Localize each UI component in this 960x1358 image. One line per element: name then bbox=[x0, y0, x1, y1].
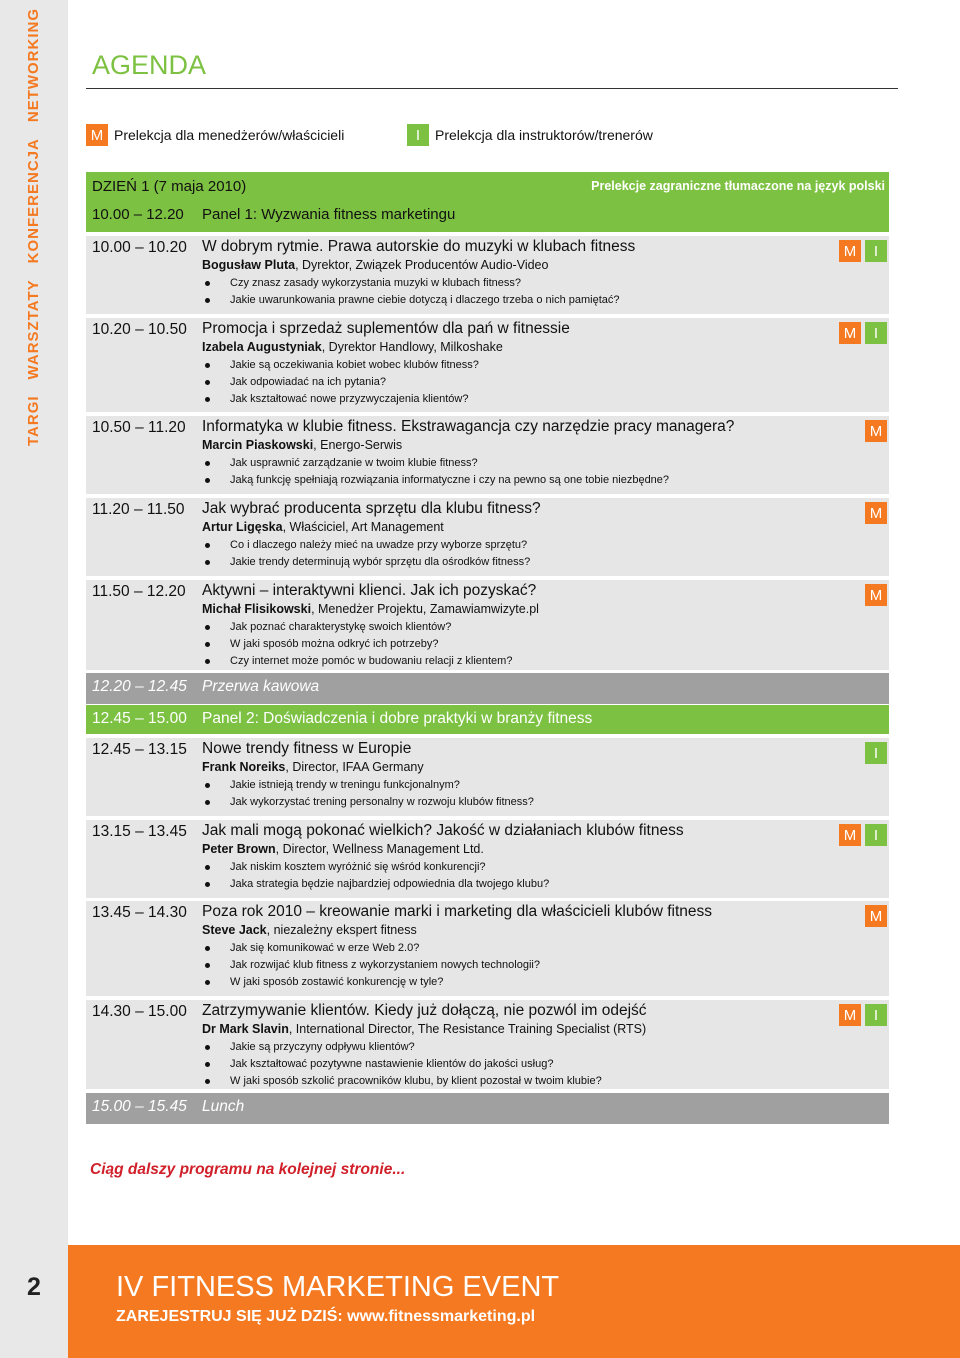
session-title: Jak mali mogą pokonać wielkich? Jakość w działaniach klubów fitness bbox=[202, 822, 684, 839]
badge-i: I bbox=[865, 742, 887, 764]
question-item: Co i dlaczego należy mieć na uwadze przy wyborze sprzętu? bbox=[202, 538, 530, 555]
audience-badges bbox=[839, 240, 887, 262]
question-item: Jakie istnieją trendy w treningu funkcjonalnym? bbox=[202, 778, 534, 795]
session-speaker bbox=[202, 1022, 646, 1036]
coffee-break bbox=[86, 673, 889, 704]
audience-badges bbox=[865, 502, 887, 524]
agenda-session bbox=[86, 498, 889, 576]
panel-time: 10.00 – 12.20 bbox=[92, 206, 184, 223]
day-header bbox=[86, 172, 889, 232]
session-speaker bbox=[202, 923, 417, 937]
speaker-name: Peter Brown bbox=[202, 842, 276, 856]
side-word: NETWORKING bbox=[25, 7, 42, 123]
page-number-box bbox=[0, 1245, 68, 1358]
speaker-name: Bogusław Pluta bbox=[202, 258, 296, 272]
speaker-name: Frank Noreiks bbox=[202, 760, 286, 774]
session-questions bbox=[202, 860, 549, 894]
speaker-role: , Director, Wellness Management Ltd. bbox=[275, 842, 484, 856]
speaker-name: Izabela Augustyniak bbox=[202, 340, 322, 354]
session-questions bbox=[202, 941, 540, 992]
day-title: DZIEŃ 1 (7 maja 2010) bbox=[92, 178, 247, 195]
session-title: Aktywni – interaktywni klienci. Jak ich pozyskać? bbox=[202, 582, 537, 599]
session-questions bbox=[202, 456, 669, 490]
session-speaker bbox=[202, 438, 402, 452]
question-item: Jakie są przyczyny odpływu klientów? bbox=[202, 1040, 602, 1057]
break-title: Przerwa kawowa bbox=[202, 678, 320, 695]
question-item: Jaką funkcję spełniają rozwiązania informatyczne i czy na pewno są one tobie niezbędne? bbox=[202, 473, 669, 490]
session-speaker bbox=[202, 602, 539, 616]
question-item: Jak się komunikować w erze Web 2.0? bbox=[202, 941, 540, 958]
badge-m: M bbox=[865, 905, 887, 927]
speaker-role: , Director, IFAA Germany bbox=[285, 760, 424, 774]
page-number: 2 bbox=[27, 1273, 41, 1301]
speaker-name: Steve Jack bbox=[202, 923, 267, 937]
session-title: Poza rok 2010 – kreowanie marki i marketing dla właścicieli klubów fitness bbox=[202, 903, 713, 920]
question-item: W jaki sposób zostawić konkurencję w tyle? bbox=[202, 975, 540, 992]
legend-managers bbox=[86, 124, 344, 146]
badge-m: M bbox=[839, 240, 861, 262]
session-title: Nowe trendy fitness w Europie bbox=[202, 740, 412, 757]
continued-note: Ciąg dalszy programu na kolejnej stronie... bbox=[90, 1161, 406, 1178]
agenda-session bbox=[86, 901, 889, 996]
title-divider bbox=[86, 88, 898, 89]
session-time: 13.45 – 14.30 bbox=[92, 904, 187, 921]
session-time: 12.45 – 13.15 bbox=[92, 741, 187, 758]
audience-badges bbox=[865, 905, 887, 927]
session-title: Promocja i sprzedaż suplementów dla pań w fitnessie bbox=[202, 320, 570, 337]
question-item: Jak odpowiadać na ich pytania? bbox=[202, 375, 479, 392]
agenda-session bbox=[86, 820, 889, 898]
audience-badges bbox=[839, 824, 887, 846]
badge-i: I bbox=[865, 322, 887, 344]
question-item: Jak kształtować pozytywne nastawienie klientów do jakości usług? bbox=[202, 1057, 602, 1074]
badge-m: M bbox=[865, 502, 887, 524]
agenda-session bbox=[86, 416, 889, 494]
translation-note: Prelekcje zagraniczne tłumaczone na język polski bbox=[591, 179, 885, 193]
session-speaker bbox=[202, 842, 484, 856]
session-title: Zatrzymywanie klientów. Kiedy już dołączą, nie pozwól im odejść bbox=[202, 1002, 647, 1019]
session-time: 10.00 – 10.20 bbox=[92, 239, 187, 256]
badge-m: M bbox=[86, 124, 108, 146]
agenda-session bbox=[86, 318, 889, 412]
side-word: TARGI bbox=[25, 395, 42, 446]
lunch-break bbox=[86, 1093, 889, 1124]
session-title: W dobrym rytmie. Prawa autorskie do muzyki w klubach fitness bbox=[202, 238, 636, 255]
agenda-session bbox=[86, 1000, 889, 1089]
speaker-role: , niezależny ekspert fitness bbox=[266, 923, 417, 937]
side-word: KONFERENCJA bbox=[25, 138, 42, 264]
speaker-name: Dr Mark Slavin bbox=[202, 1022, 289, 1036]
session-time: 11.50 – 12.20 bbox=[92, 583, 186, 600]
question-item: Jak niskim kosztem wyróżnić się wśród konkurencji? bbox=[202, 860, 549, 877]
question-item: W jaki sposób szkolić pracowników klubu, by klient pozostał w twoim klubie? bbox=[202, 1074, 602, 1091]
side-word: WARSZTATY bbox=[25, 279, 42, 380]
session-questions bbox=[202, 778, 534, 812]
session-speaker bbox=[202, 258, 548, 272]
speaker-name: Marcin Piaskowski bbox=[202, 438, 314, 452]
audience-badges bbox=[839, 1004, 887, 1026]
side-tagline bbox=[25, 7, 42, 462]
badge-i: I bbox=[865, 240, 887, 262]
session-time: 10.50 – 11.20 bbox=[92, 419, 186, 436]
speaker-name: Michał Flisikowski bbox=[202, 602, 312, 616]
session-title: Informatyka w klubie fitness. Ekstrawagancja czy narzędzie pracy managera? bbox=[202, 418, 735, 435]
session-speaker bbox=[202, 340, 503, 354]
badge-m: M bbox=[839, 824, 861, 846]
badge-i: I bbox=[407, 124, 429, 146]
question-item: Jakie są oczekiwania kobiet wobec klubów fitness? bbox=[202, 358, 479, 375]
question-item: Jak poznać charakterystykę swoich klientów? bbox=[202, 620, 512, 637]
speaker-role: , Energo-Serwis bbox=[313, 438, 403, 452]
panel-2-heading bbox=[86, 705, 889, 734]
break-time: 15.00 – 15.45 bbox=[92, 1098, 187, 1115]
question-item: Czy znasz zasady wykorzystania muzyki w klubach fitness? bbox=[202, 276, 620, 293]
session-questions bbox=[202, 1040, 602, 1091]
registration-line: ZAREJESTRUJ SIĘ JUŻ DZIŚ: www.fitnessmarketing.pl bbox=[116, 1308, 536, 1325]
badge-m: M bbox=[839, 1004, 861, 1026]
event-title: IV FITNESS MARKETING EVENT bbox=[116, 1271, 560, 1303]
legend-label: Prelekcja dla menedżerów/właścicieli bbox=[114, 127, 345, 143]
badge-i: I bbox=[865, 1004, 887, 1026]
badge-m: M bbox=[865, 420, 887, 442]
agenda-session bbox=[86, 738, 889, 816]
question-item: Jak wykorzystać trening personalny w rozwoju klubów fitness? bbox=[202, 795, 534, 812]
legend-instructors bbox=[407, 124, 653, 146]
footer bbox=[0, 1245, 960, 1358]
question-item: W jaki sposób można odkryć ich potrzeby? bbox=[202, 637, 512, 654]
question-item: Jakie trendy determinują wybór sprzętu dla ośrodków fitness? bbox=[202, 555, 530, 572]
question-item: Jakie uwarunkowania prawne ciebie dotyczą i dlaczego trzeba o nich pamiętać? bbox=[202, 293, 620, 310]
session-time: 11.20 – 11.50 bbox=[92, 501, 185, 518]
agenda-session bbox=[86, 236, 889, 314]
speaker-role: , Dyrektor Handlowy, Milkoshake bbox=[321, 340, 503, 354]
session-speaker bbox=[202, 760, 424, 774]
page-title: AGENDA bbox=[92, 50, 207, 80]
session-questions bbox=[202, 276, 620, 310]
badge-m: M bbox=[865, 584, 887, 606]
session-time: 10.20 – 10.50 bbox=[92, 321, 187, 338]
agenda-session bbox=[86, 580, 889, 670]
legend-label: Prelekcja dla instruktorów/trenerów bbox=[435, 127, 653, 143]
question-item: Jak usprawnić zarządzanie w twoim klubie fitness? bbox=[202, 456, 669, 473]
audience-badges bbox=[839, 322, 887, 344]
session-questions bbox=[202, 538, 530, 572]
session-questions bbox=[202, 358, 479, 409]
break-time: 12.20 – 12.45 bbox=[92, 678, 187, 695]
panel-title: Panel 2: Doświadczenia i dobre praktyki w branży fitness bbox=[202, 710, 593, 727]
question-item: Czy internet może pomóc w budowaniu relacji z klientem? bbox=[202, 654, 512, 671]
panel-time: 12.45 – 15.00 bbox=[92, 710, 187, 727]
panel-1-heading bbox=[92, 206, 455, 223]
session-title: Jak wybrać producenta sprzętu dla klubu fitness? bbox=[202, 500, 541, 517]
question-item: Jak rozwijać klub fitness z wykorzystaniem nowych technologii? bbox=[202, 958, 540, 975]
speaker-name: Artur Ligęska bbox=[202, 520, 283, 534]
audience-badges bbox=[865, 420, 887, 442]
session-time: 13.15 – 13.45 bbox=[92, 823, 187, 840]
question-item: Jak kształtować nowe przyzwyczajenia klientów? bbox=[202, 392, 479, 409]
session-time: 14.30 – 15.00 bbox=[92, 1003, 187, 1020]
break-title: Lunch bbox=[202, 1098, 245, 1115]
audience-badges bbox=[865, 742, 887, 764]
badge-m: M bbox=[839, 322, 861, 344]
panel-title: Panel 1: Wyzwania fitness marketingu bbox=[202, 206, 456, 223]
session-questions bbox=[202, 620, 512, 671]
question-item: Jaka strategia będzie najbardziej odpowiednia dla twojego klubu? bbox=[202, 877, 549, 894]
badge-i: I bbox=[865, 824, 887, 846]
speaker-role: , Dyrektor, Związek Producentów Audio-Video bbox=[295, 258, 549, 272]
speaker-role: , International Director, The Resistance Training Specialist (RTS) bbox=[288, 1022, 647, 1036]
session-speaker bbox=[202, 520, 444, 534]
audience-badges bbox=[865, 584, 887, 606]
speaker-role: , Właściciel, Art Management bbox=[282, 520, 444, 534]
speaker-role: , Menedżer Projektu, Zamawiamwizyte.pl bbox=[311, 602, 539, 616]
